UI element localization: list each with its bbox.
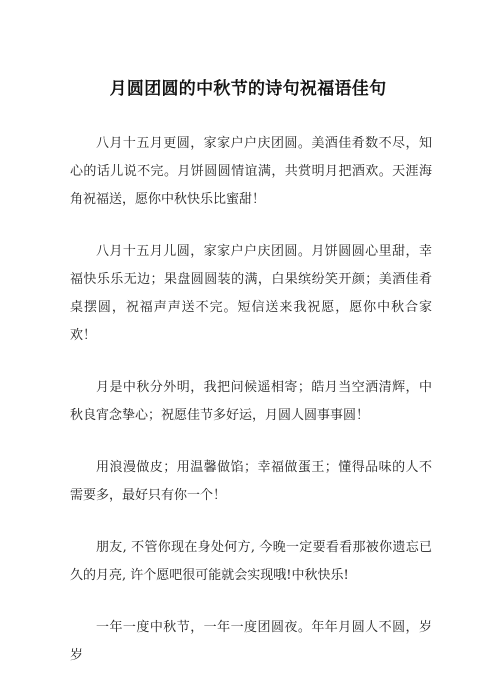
- paragraph-1: 八月十五月更圆，家家户户庆团圆。美酒佳肴数不尽，知心的话儿说不完。月饼圆圆情谊满，共赏明月把酒欢。天涯海角祝福送，愿你中秋快乐比蜜甜！: [70, 136, 432, 207]
- page-title: 月圆团圆的中秋节的诗句祝福语佳句: [109, 79, 387, 99]
- paragraph-5: 朋友, 不管你现在身处何方, 今晚一定要看看那被你遗忘已久的月亮, 许个愿吧很可能就会实现哦!中秋快乐!: [70, 540, 432, 583]
- paragraph-3: 月是中秋分外明，我把问候遥相寄；皓月当空洒清辉，中秋良宵念挚心；祝愿佳节多好运，月圆人圆事事圆！: [70, 380, 432, 423]
- article-body: [70, 130, 432, 694]
- paragraph-6: 一年一度中秋节，一年一度团圆夜。年年月圆人不圆，岁岁: [70, 620, 432, 663]
- paragraph-2: 八月十五月儿圆，家家户户庆团圆。月饼圆圆心里甜，幸福快乐乐无边；果盘圆圆装的满，白果缤纷笑开颜；美酒佳肴桌摆圆，祝福声声送不完。短信送来我祝愿，愿你中秋合家欢！: [70, 244, 432, 343]
- paragraph-4: 用浪漫做皮；用温馨做馅；幸福做蛋王；懂得品味的人不需要多，最好只有你一个！: [70, 460, 432, 503]
